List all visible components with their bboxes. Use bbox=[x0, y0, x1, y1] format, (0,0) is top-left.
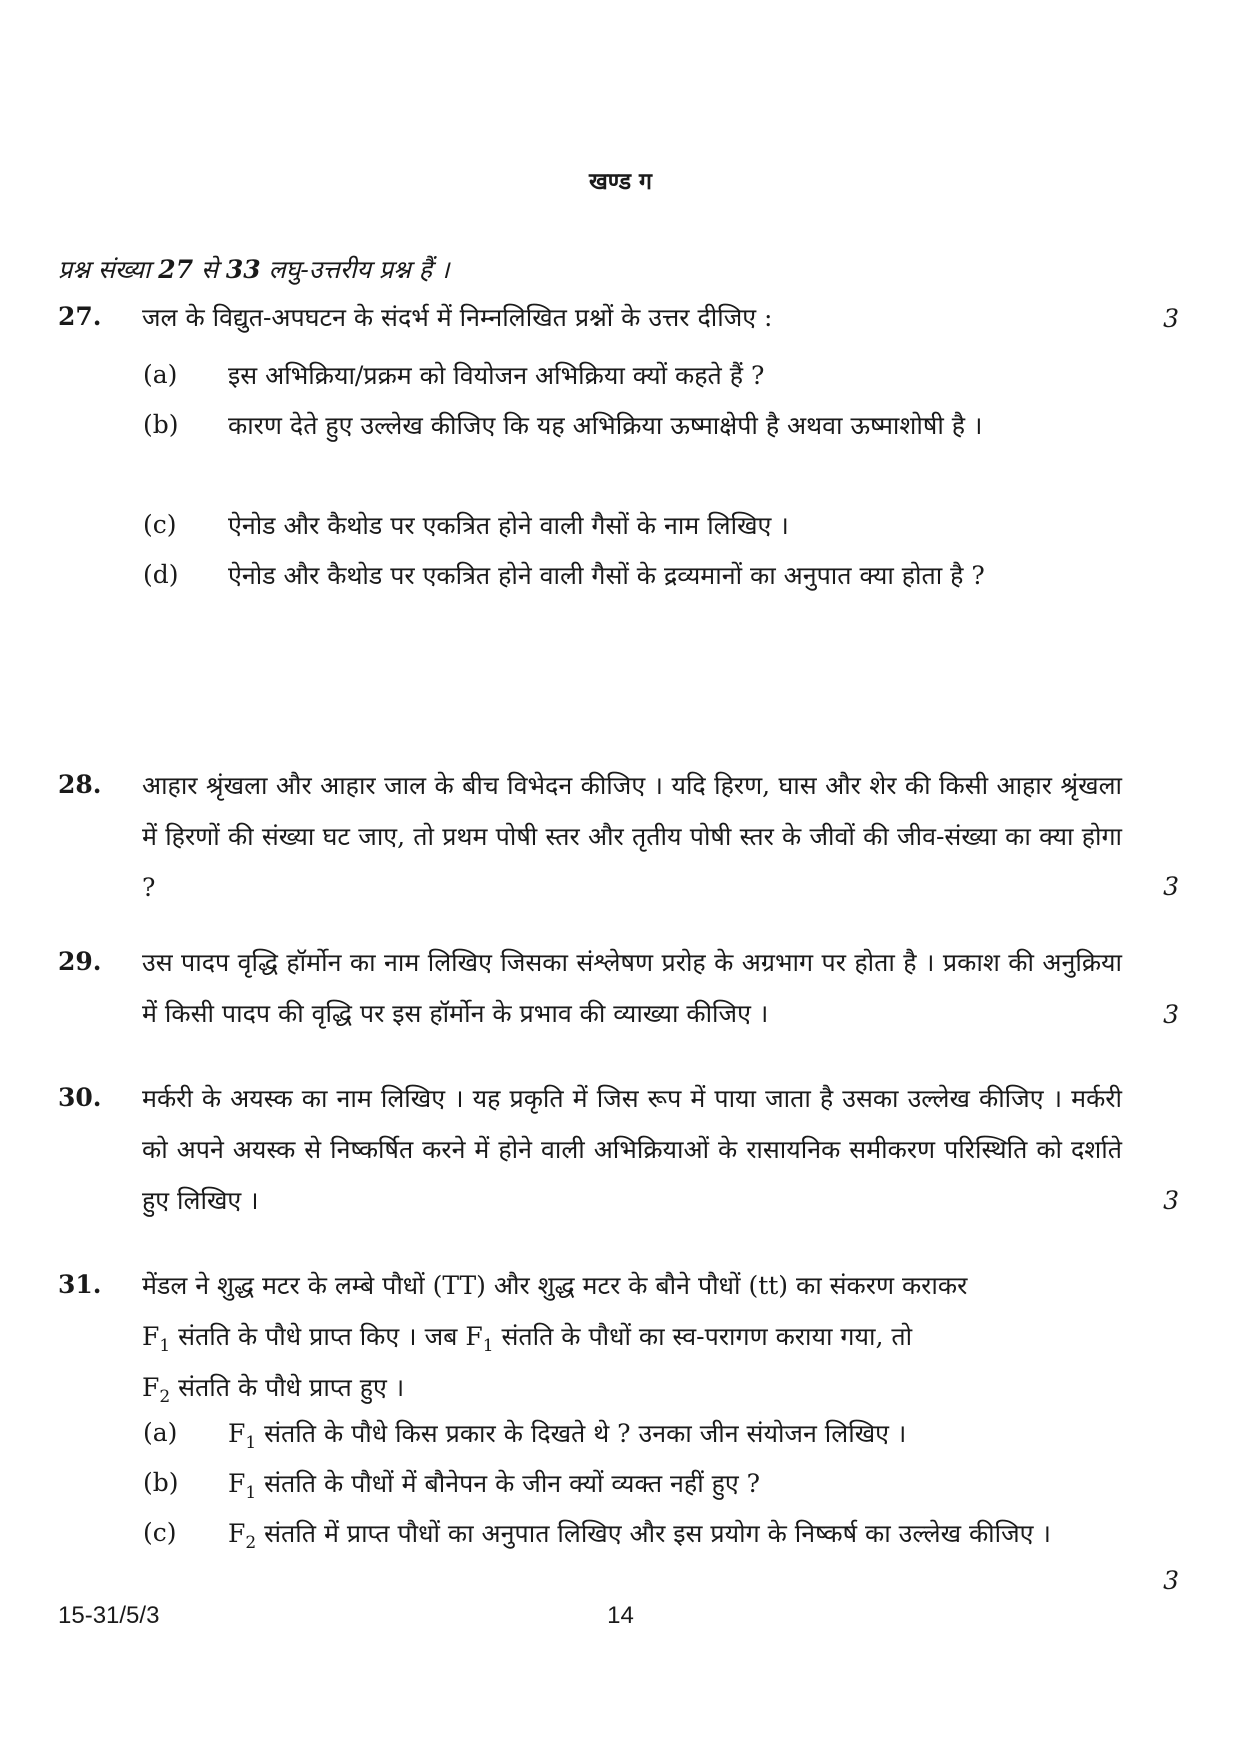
section-instruction: प्रश्न संख्या 27 से 33 लघु-उत्तरीय प्रश्न हैं । bbox=[58, 255, 450, 284]
question-number: 29. bbox=[58, 947, 102, 976]
part-text: इस अभिक्रिया/प्रक्रम को वियोजन अभिक्रिया क्यों कहते हैं ? bbox=[228, 361, 765, 390]
marks: 3 bbox=[1163, 872, 1179, 901]
part-text: ऐनोड और कैथोड पर एकत्रित होने वाली गैसों के द्रव्यमानों का अनुपात क्या होता है ? bbox=[228, 561, 985, 590]
part-label: (d) bbox=[143, 560, 179, 589]
page-number: 14 bbox=[607, 1602, 634, 1629]
question-text: आहार श्रृंखला और आहार जाल के बीच विभेदन कीजिए । यदि हिरण, घास और शेर की किसी आहार श्रृंखला में हिरणों की संख्या घट जाए, तो प्रथम पोषी स्तर और तृतीय पोषी स्तर के जीवों की जीव-संख्या का क्या होगा ? bbox=[142, 771, 1122, 902]
part-label: (b) bbox=[143, 410, 179, 439]
section-title: खण्ड ग bbox=[588, 168, 652, 195]
part-label: (c) bbox=[143, 510, 177, 539]
part-text: कारण देते हुए उल्लेख कीजिए कि यह अभिक्रिया ऊष्माक्षेपी है अथवा ऊष्माशोषी है । bbox=[228, 411, 983, 440]
marks: 3 bbox=[1163, 1000, 1179, 1029]
part-label: (a) bbox=[143, 1418, 178, 1447]
part-label: (a) bbox=[143, 360, 178, 389]
part-text: $F_1$ संतति के पौधे किस प्रकार के दिखते थे ? उनका जीन संयोजन लिखिए । bbox=[228, 1419, 907, 1453]
question-text: उस पादप वृद्धि हॉर्मोन का नाम लिखिए जिसका संश्लेषण प्ररोह के अग्रभाग पर होता है । प्रकाश की अनुक्रिया में किसी पादप की वृद्धि पर इस हॉर्मोन के प्रभाव की व्याख्या कीजिए । bbox=[142, 948, 1122, 1028]
part-text: ऐनोड और कैथोड पर एकत्रित होने वाली गैसों के नाम लिखिए । bbox=[228, 511, 789, 540]
question-number: 28. bbox=[58, 770, 102, 799]
paper-code: 15-31/5/3 bbox=[58, 1602, 160, 1629]
marks: 3 bbox=[1163, 1566, 1179, 1595]
question-text: मर्करी के अयस्क का नाम लिखिए । यह प्रकृति में जिस रूप में पाया जाता है उसका उल्लेख कीजिए । मर्करी को अपने अयस्क से निष्कर्षित करने में होने वाली अभिक्रियाओं के रासायनिक समीकरण परिस्थिति को दर्शाते हुए लिखिए । bbox=[142, 1084, 1122, 1215]
part-text: $F_2$ संतति में प्राप्त पौधों का अनुपात लिखिए और इस प्रयोग के निष्कर्ष का उल्लेख कीजिए । bbox=[228, 1519, 1051, 1553]
question-text: मेंडल ने शुद्ध मटर के लम्बे पौधों (TT) और शुद्ध मटर के बौने पौधों (tt) का संकरण कराकर $F_1$ संतति के पौधे प्राप्त किए । जब $F_1$ संतति के पौधों का स्व-परागण कराया गया, तो $F_2$ संतति के पौधे प्राप्त हुए । bbox=[142, 1271, 968, 1407]
part-text: $F_1$ संतति के पौधों में बौनेपन के जीन क्यों व्यक्त नहीं हुए ? bbox=[228, 1469, 761, 1503]
question-number: 31. bbox=[58, 1270, 102, 1299]
part-label: (b) bbox=[143, 1468, 179, 1497]
part-label: (c) bbox=[143, 1518, 177, 1547]
marks: 3 bbox=[1163, 304, 1179, 333]
question-number: 27. bbox=[58, 302, 102, 331]
marks: 3 bbox=[1163, 1186, 1179, 1215]
question-text: जल के विद्युत-अपघटन के संदर्भ में निम्नलिखित प्रश्नों के उत्तर दीजिए : bbox=[142, 303, 773, 332]
question-number: 30. bbox=[58, 1083, 102, 1112]
